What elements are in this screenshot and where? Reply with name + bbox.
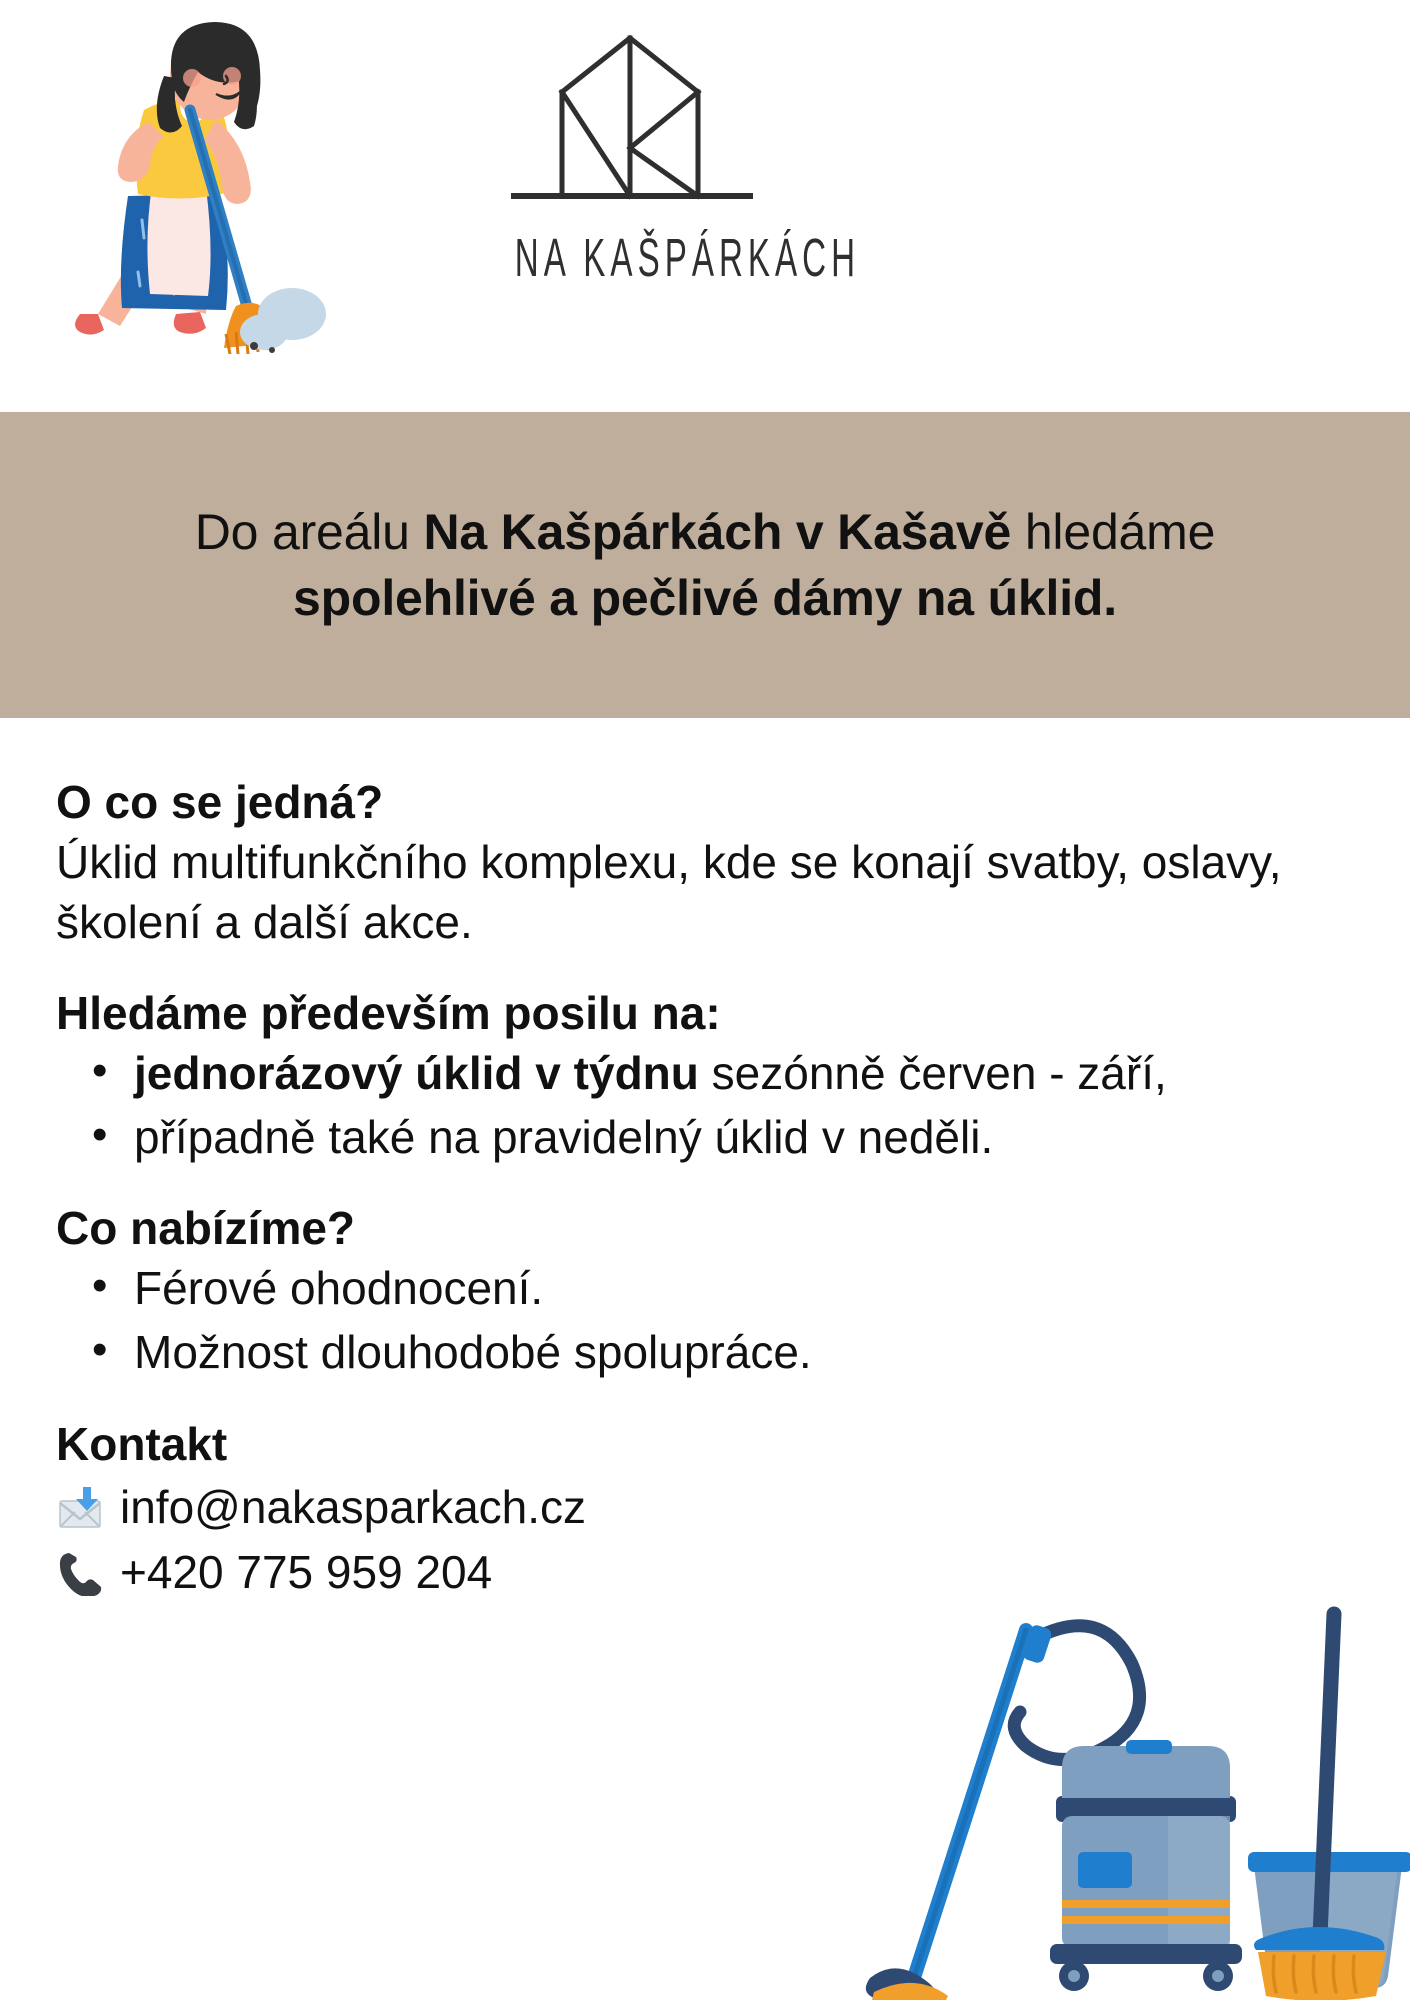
poster-header xyxy=(0,0,1410,412)
section-roles xyxy=(56,987,1354,1168)
contact-email-row[interactable] xyxy=(56,1478,1354,1537)
list-item xyxy=(56,1323,1346,1383)
headline-line-2 xyxy=(253,565,1157,631)
headline-role: spolehlivé a pečlivé dámy na úklid. xyxy=(293,570,1117,626)
headline-prefix: Do areálu xyxy=(194,504,424,560)
woman-mopping-illustration xyxy=(40,14,340,354)
role-rest-1: případně také na pravidelný úklid v neděli. xyxy=(134,1111,994,1164)
contact-email-value[interactable]: info@nakasparkach.cz xyxy=(120,1481,587,1534)
vacuum-mop-bucket-illustration xyxy=(850,1560,1410,2000)
contact-phone-value[interactable]: +420 775 959 204 xyxy=(120,1545,493,1598)
section-about-heading: O co se jedná? xyxy=(56,776,384,828)
contact-heading: Kontakt xyxy=(56,1417,228,1470)
section-about xyxy=(56,776,1354,953)
telephone-receiver-icon xyxy=(56,1548,104,1596)
offer-rest-1: Možnost dlouhodobé spolupráce. xyxy=(134,1326,812,1379)
incoming-envelope-icon xyxy=(56,1483,104,1531)
headline-line-1 xyxy=(155,499,1255,565)
headline-venue: Na Kašpárkách v Kašavě xyxy=(423,504,1012,560)
section-roles-heading: Hledáme především posilu na: xyxy=(56,986,721,1039)
headline-banner xyxy=(0,412,1410,718)
section-about-text: Úklid multifunkčního komplexu, kde se konají svatby, oslavy, školení a další akce. xyxy=(56,836,1282,949)
list-item xyxy=(56,1259,1346,1319)
list-item xyxy=(56,1108,1346,1168)
brand-logo xyxy=(470,30,861,288)
role-rest-0: sezónně červen - září, xyxy=(698,1047,1167,1100)
house-nk-monogram-icon xyxy=(500,30,760,220)
roles-list xyxy=(56,1044,1354,1168)
section-offer-heading: Co nabízíme? xyxy=(56,1201,356,1254)
offer-list xyxy=(56,1259,1354,1383)
role-bold-0: jednorázový úklid v týdnu xyxy=(134,1047,699,1100)
logo-wordmark: NA KAŠPÁRKÁCH xyxy=(514,227,861,288)
section-offer xyxy=(56,1202,1354,1383)
list-item xyxy=(56,1044,1346,1104)
offer-rest-0: Férové ohodnocení. xyxy=(134,1262,544,1315)
poster-body xyxy=(0,718,1410,1608)
headline-suffix: hledáme xyxy=(1011,504,1216,560)
